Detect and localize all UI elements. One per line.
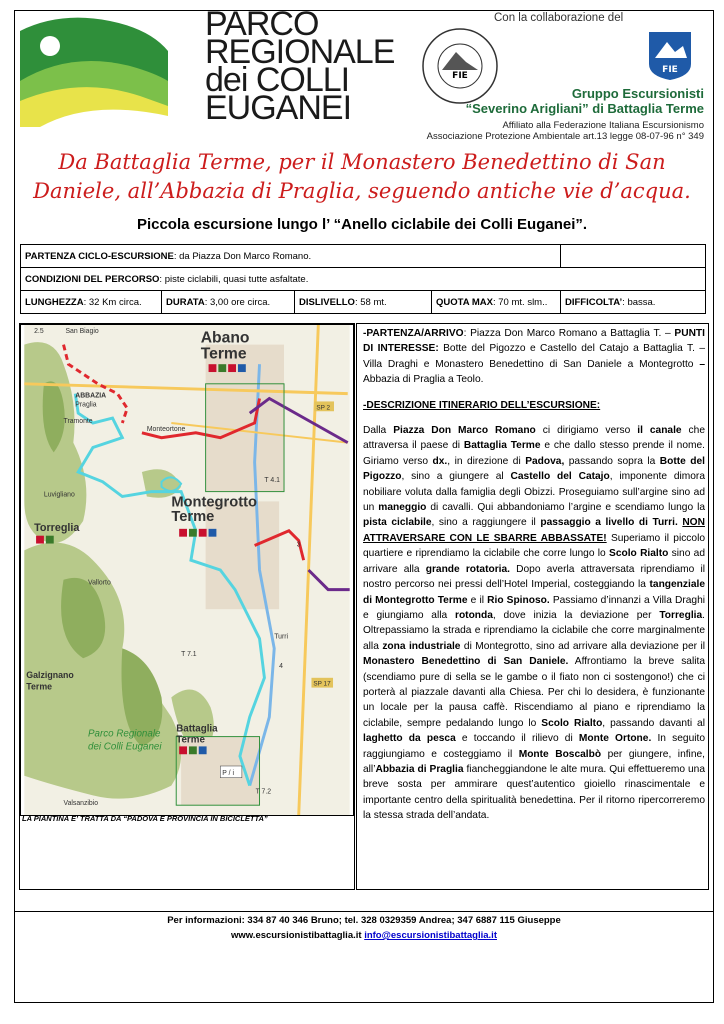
map-label-t72: T 7.2 <box>255 788 272 796</box>
lunghezza-cell: LUNGHEZZA: 32 Km circa. <box>21 291 162 314</box>
dislivello-cell: DISLIVELLO: 58 mt. <box>295 291 432 314</box>
map-label-montegrotto-terme: Terme <box>171 509 215 525</box>
map-label-t71: T 7.1 <box>181 651 197 659</box>
map-label-praglia: Praglia <box>75 401 97 409</box>
map-label-vallorto: Vallorto <box>88 579 111 587</box>
footer-email-link[interactable]: info@escursionistibattaglia.it <box>364 930 497 941</box>
map-label-abbazia: ABBAZIA <box>75 392 107 400</box>
map-label-battaglia: Battaglia <box>176 723 218 735</box>
map-label-abano-terme: Terme <box>200 345 247 363</box>
route-map <box>20 324 354 816</box>
svg-text:FIE: FIE <box>662 65 678 75</box>
svg-text:FIE: FIE <box>452 71 468 81</box>
map-label-abano: Abano <box>200 329 250 347</box>
map-label-4: 4 <box>279 663 283 670</box>
map-label-parco2: dei Colli Euganei <box>88 741 162 753</box>
map-label-luvigliano: Luvigliano <box>43 491 75 499</box>
partenza-cell: PARTENZA CICLO-ESCURSIONE: da Piazza Don Marco Romano. <box>21 245 561 268</box>
map-label-pi: P / i <box>222 769 234 777</box>
map-label-monteortone: Monteortone <box>146 425 186 433</box>
map-label-galzignano-terme: Terme <box>26 681 53 692</box>
difficolta-cell: DIFFICOLTA’: bassa. <box>561 291 706 314</box>
map-label-3: 3 <box>296 541 301 549</box>
info-table <box>20 244 706 314</box>
footer-contacts: Per informazioni: 334 87 40 346 Bruno; tel. 328 0329359 Andrea; 347 6887 115 Giuseppe <box>167 915 561 926</box>
map-label-battaglia-terme: Terme <box>176 734 205 746</box>
map-label-montegrotto: Montegrotto <box>171 494 257 511</box>
group-title: Gruppo Escursionisti “Severino Arigliani” di Battaglia Terme Affiliato alla Federazione Italiana Escursionismo Associazione Protezione Ambientale art.13 legge 08-07-96 n° 349 <box>426 86 704 142</box>
map-label-torreglia: Torreglia <box>34 521 80 534</box>
map-label-sanbiagio: San Biagio <box>65 327 99 335</box>
map-label-turri: Turri <box>274 633 289 641</box>
condizioni-cell: CONDIZIONI DEL PERCORSO: piste ciclabili, quasi tutte asfaltate. <box>21 268 706 291</box>
map-label-galzignano: Galzignano <box>26 669 74 680</box>
footer <box>14 913 714 943</box>
park-logo <box>20 11 168 127</box>
footer-links <box>14 928 714 943</box>
map-label-sp17: SP 17 <box>313 680 331 688</box>
collaboration-text: Con la collaborazione del <box>494 12 624 24</box>
map-label-t41: T 4.1 <box>264 476 280 484</box>
map-label-km: 2.5 <box>34 327 44 335</box>
description-heading: -DESCRIZIONE ITINERARIO DELL’ESCURSIONE: <box>363 399 601 411</box>
footer-divider <box>14 911 714 912</box>
page-title: Da Battaglia Terme, per il Monastero Benedettino di San Daniele, all’Abbazia di Praglia, seguendo antiche vie d’acqua. <box>33 150 691 203</box>
fie-logo <box>645 30 695 82</box>
map-label-valsanzibio: Valsanzibio <box>63 800 99 808</box>
description <box>363 326 705 834</box>
footer-site-link[interactable]: www.escursionistibattaglia.it <box>230 930 362 941</box>
quota-cell: QUOTA MAX: 70 mt. slm.. <box>432 291 561 314</box>
map-label-sp2: SP 2 <box>316 404 331 412</box>
park-name: PARCO REGIONALE dei COLLI EUGANEI <box>205 5 395 127</box>
description-intro: -PARTENZA/ARRIVO: Piazza Don Marco Romano a Battaglia T. – PUNTI DI INTERESSE: Botte del Pigozzo e Castello del Catajo a Battaglia T. – Villa Draghi e Monastero Benedettino di San Daniele a Montegrotto – Abbazia di Praglia a Teolo. <box>363 328 705 386</box>
durata-cell: DURATA: 3,00 ore circa. <box>162 291 295 314</box>
map-label-parco1: Parco Regionale <box>88 728 161 740</box>
description-body: Dalla Piazza Don Marco Romano ci dirigiamo verso il canale che attraversa il paese di Battaglia Terme e che dallo stesso prende il nome. Giriamo verso dx., in direzione di Padova, passando sopra la Botte del Pigozzo, sino a giungere al Castello del Catajo, imponente dimora nobiliare voluta dalla famiglia degli Obizzi. Proseguiamo sull’argine sino ad un maneggio di cavalli. Qui abbandoniamo l’argine e scendiamo lungo la pista ciclabile, sino a raggiungere il passaggio a livello di Turri. NON ATTRAVERSARE CON LE SBARRE ABBASSATE! Superiamo il piccolo quartiere e riprendiamo la ciclabile che corre lungo lo Scolo Rialto sino ad arrivare alla grande rotatoria. Dopo averla attraversata riprendiamo il nostro percorso nei pressi dell’Hotel Imperial, costeggiando la tangenziale di Montegrotto Terme e il Rio Spinoso. Passiamo d’innanzi a Villa Draghi e giungiamo alla rotonda, dove inizia la deviazione per Torreglia. Oltrepassiamo la strada e riprendiamo la ciclabile che corre marginalmente alla zona industriale di Montegrotto, sino ad arrivare alla deviazione per il Monastero Benedettino di San Daniele. Affrontiamo la breve salita (scendiamo pure di sella se le gambe o il fiato non ci sostengono!) che ci porterà al piazzale davanti alla Chiesa. Per chi lo desidera, è funzionante un locale per la pausa caffè. Riscendiamo al piano e riprendiamo la ciclabile, sempre pedalando lungo lo Scolo Rialto, passando davanti al laghetto da pesca e toccando il rilievo di Monte Ortone. In seguito raggiungiamo e costeggiamo il Monte Boscalbò per giungere, infine, all’Abbazia di Praglia fiancheggiandone le alte mura. Qui effettueremo una breve sosta per ammirare quest’autentico gioiello rinascimentale e importante centro della spiritualità benedettina. Per il ritorno ripercorreremo la stessa strada dell’andata. <box>363 425 706 822</box>
map-label-tramonte: Tramonte <box>63 418 93 425</box>
page-subtitle: Piccola escursione lungo l’ “Anello ciclabile dei Colli Euganei”. <box>136 216 588 233</box>
map-caption: LA PIANTINA E’ TRATTA DA “PADOVA E PROVINCIA IN BICICLETTA” <box>22 814 268 823</box>
